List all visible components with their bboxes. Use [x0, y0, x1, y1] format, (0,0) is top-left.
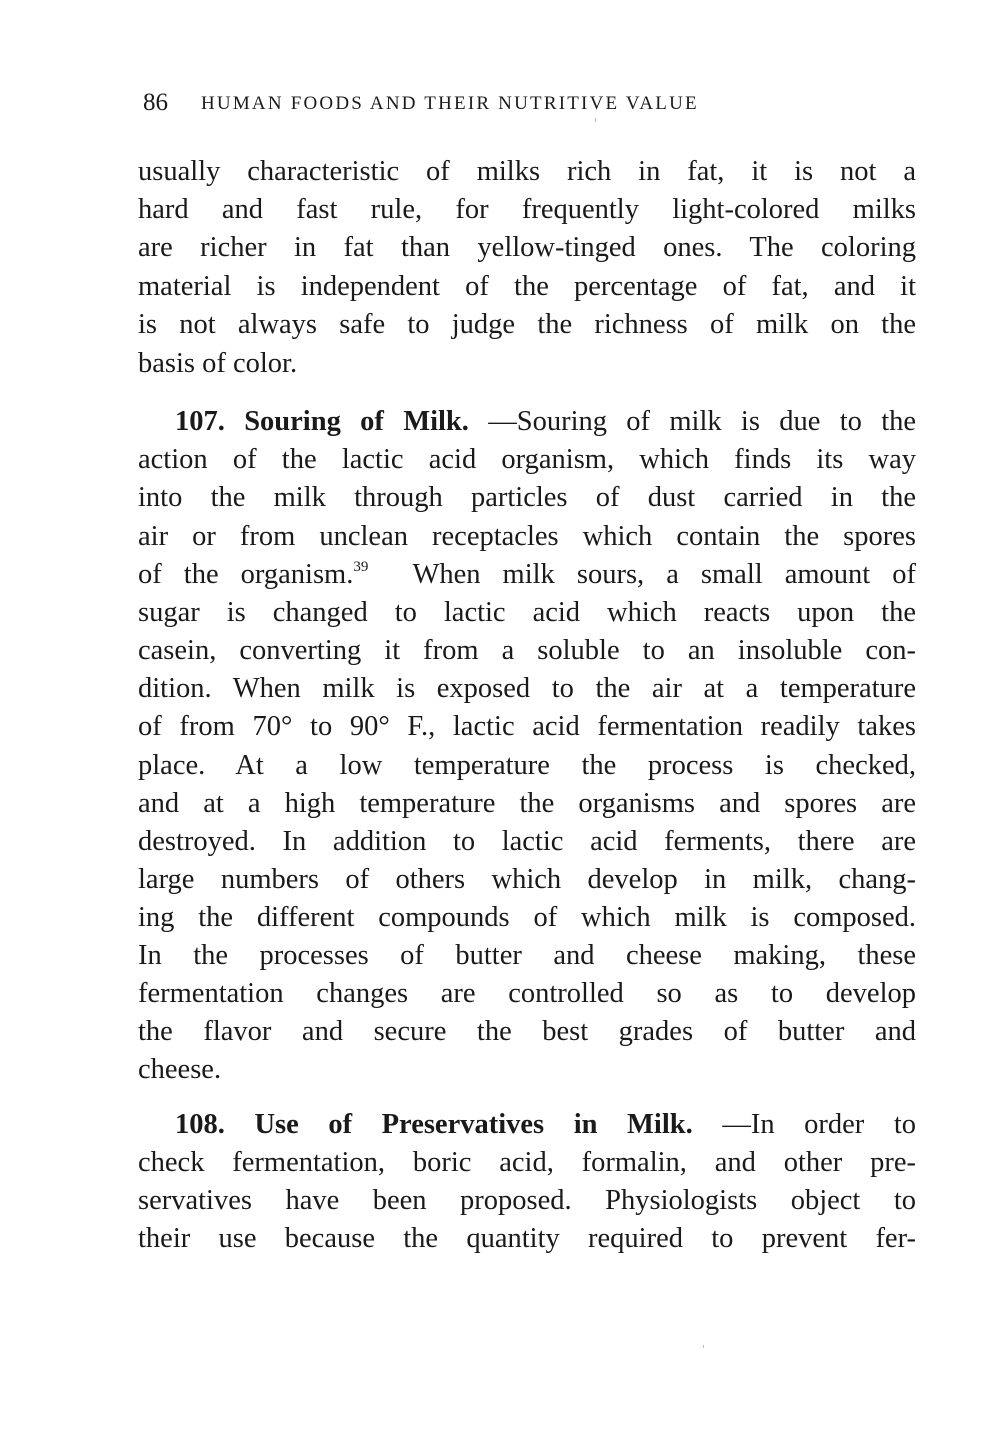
text-run: In order to: [750, 1109, 917, 1140]
text-line: hard and fast rule, for frequently light-colored milks: [138, 194, 916, 225]
text-line: basis of color.: [138, 348, 298, 379]
section-number: 107.: [175, 406, 225, 437]
section-title: Souring of Milk.: [244, 406, 469, 437]
text-line: dition. When milk is exposed to the air at a temperature: [138, 673, 916, 704]
em-dash: —: [722, 1109, 751, 1140]
footnote-reference[interactable]: 39: [353, 559, 369, 575]
text-line: usually characteristic of milks rich in fat, it is not a: [138, 156, 916, 187]
scan-speck: [595, 118, 596, 122]
section-number: 108.: [175, 1109, 225, 1140]
running-title: HUMAN FOODS AND THEIR NUTRITIVE VALUE: [201, 93, 699, 114]
text-line: fermentation changes are controlled so as to develop: [138, 978, 916, 1009]
text-line: is not always safe to judge the richness of milk on the: [138, 309, 916, 340]
text-line: and at a high temperature the organisms and spores are: [138, 788, 916, 819]
text-line: In the processes of butter and cheese making, these: [138, 940, 916, 971]
text-line: the flavor and secure the best grades of butter and: [138, 1016, 916, 1047]
text-line: large numbers of others which develop in milk, chang-: [138, 864, 916, 895]
page-header: [143, 88, 843, 118]
text-line: casein, converting it from a soluble to an insoluble con-: [138, 635, 916, 666]
text-line: destroyed. In addition to lactic acid ferments, there are: [138, 826, 916, 857]
text-line: are richer in fat than yellow-tinged ones. The coloring: [138, 232, 916, 263]
text-line: action of the lactic acid organism, which finds its way: [138, 444, 916, 475]
text-line: their use because the quantity required to prevent fer-: [138, 1223, 916, 1254]
section-heading-line: [175, 1106, 916, 1144]
text-line-with-footnote: [138, 556, 916, 594]
text-line: material is independent of the percentage of fat, and it: [138, 271, 916, 302]
text-line: air or from unclean receptacles which contain the spores: [138, 521, 916, 552]
scan-speck: [703, 1345, 704, 1348]
text-run: of the organism.: [138, 559, 354, 590]
text-line: cheese.: [138, 1054, 222, 1085]
text-line: place. At a low temperature the process is checked,: [138, 750, 916, 781]
text-line: check fermentation, boric acid, formalin, and other pre-: [138, 1147, 916, 1178]
text-run: Souring of milk is due to the: [516, 406, 917, 437]
text-line: of from 70° to 90° F., lactic acid fermentation readily takes: [138, 711, 916, 742]
em-dash: —: [488, 406, 517, 437]
text-line: sugar is changed to lactic acid which reacts upon the: [138, 597, 916, 628]
text-line: into the milk through particles of dust carried in the: [138, 482, 916, 513]
section-title: Use of Preservatives in Milk.: [254, 1109, 693, 1140]
text-line: servatives have been proposed. Physiologists object to: [138, 1185, 916, 1216]
page-number: 86: [143, 89, 168, 116]
section-heading-line: [175, 403, 916, 441]
text-run: When milk sours, a small amount of: [412, 559, 916, 590]
text-line: ing the different compounds of which milk is composed.: [138, 902, 916, 933]
